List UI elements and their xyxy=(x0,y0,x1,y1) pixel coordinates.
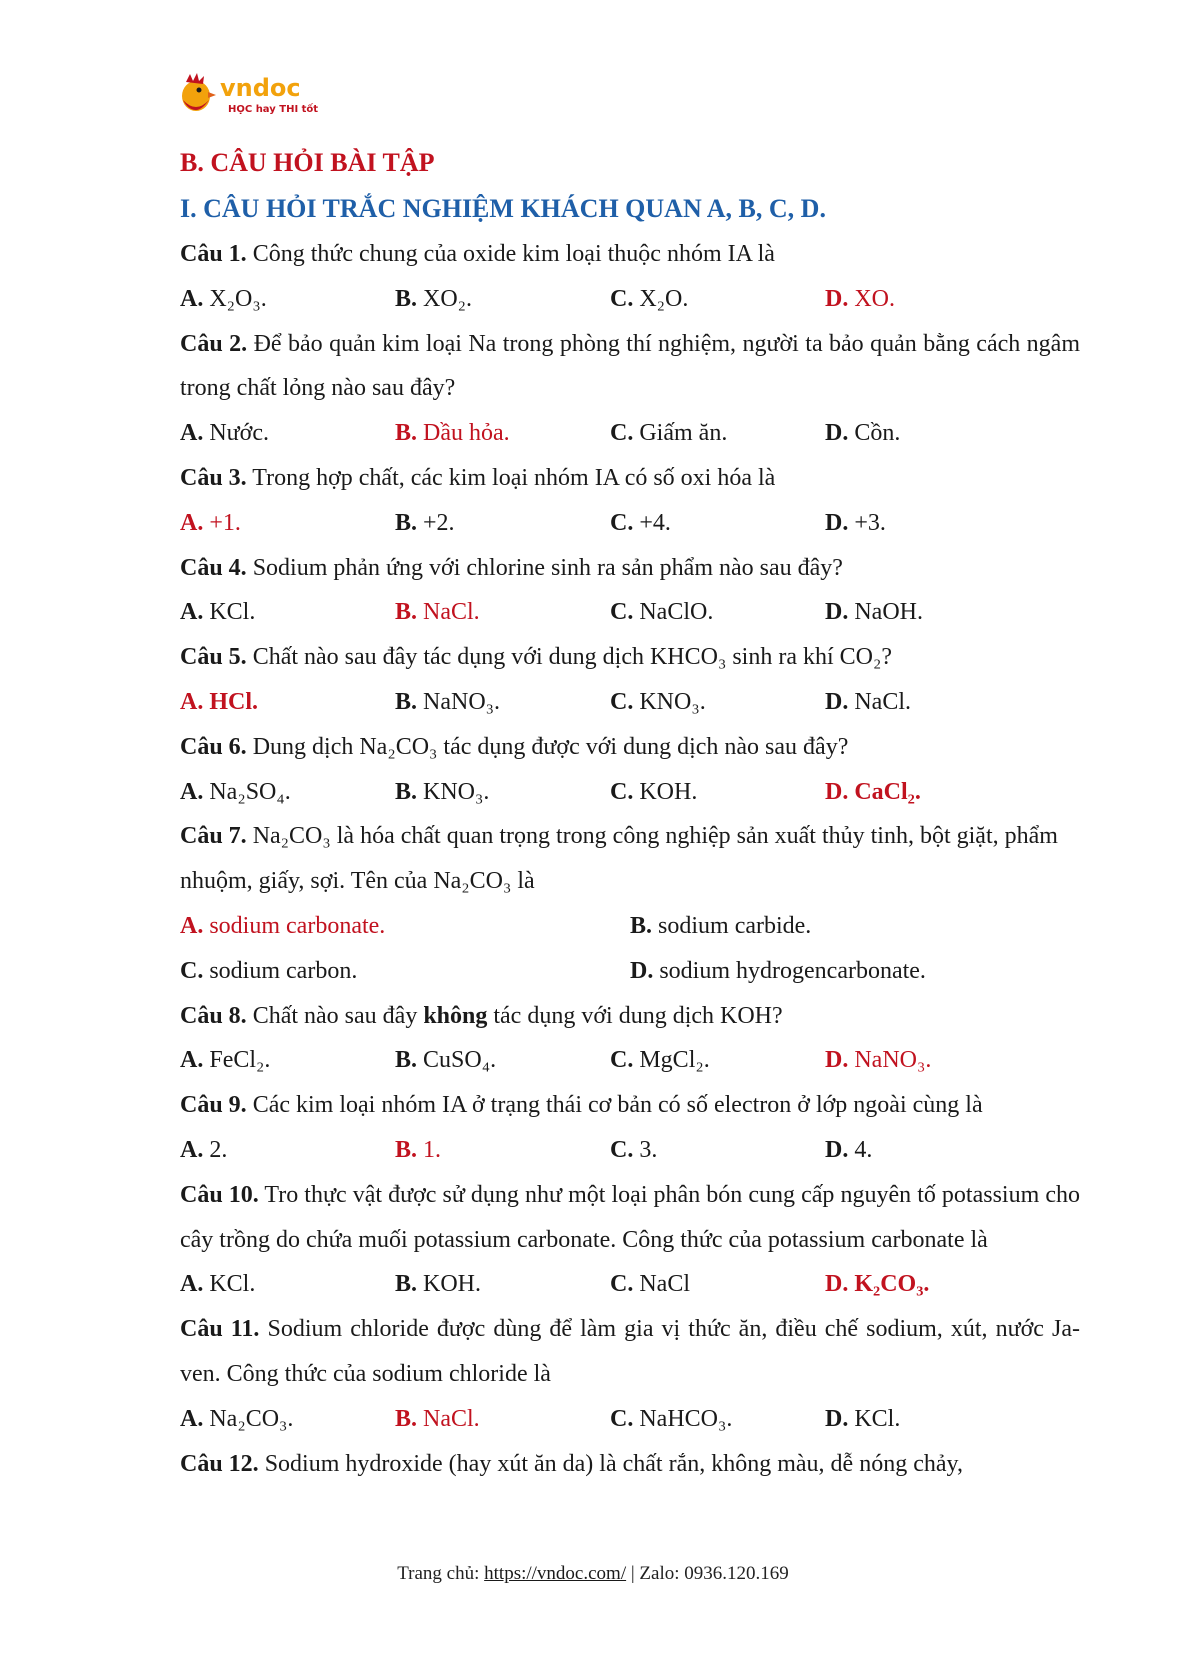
question-2 xyxy=(180,322,1080,412)
logo-brand: vndoc xyxy=(220,74,301,102)
options-q9 xyxy=(180,1128,1080,1173)
option-d-correct[interactable]: D. CaCl₂. xyxy=(825,778,921,805)
options-q6 xyxy=(180,770,1080,815)
rooster-icon xyxy=(178,70,338,120)
option-d[interactable]: D. Cồn. xyxy=(825,420,901,447)
option-d[interactable]: D. 4. xyxy=(825,1136,873,1163)
footer-separator: | xyxy=(630,1563,635,1584)
option-c[interactable]: C. +4. xyxy=(610,509,671,536)
option-b[interactable]: B. XO₂. xyxy=(395,285,473,312)
option-a[interactable]: A. Nước. xyxy=(180,420,270,447)
question-number: Câu 11. xyxy=(180,1316,260,1343)
question-number: Câu 4. xyxy=(180,554,247,581)
option-a[interactable]: A. X₂O₃. xyxy=(180,285,267,312)
option-b-correct[interactable]: B. NaCl. xyxy=(395,599,480,626)
page-footer xyxy=(0,1563,1186,1585)
options-q7-row2 xyxy=(180,949,1080,994)
homepage-link[interactable]: https://vndoc.com/ xyxy=(484,1563,627,1584)
option-b-correct[interactable]: B. Dầu hỏa. xyxy=(395,420,510,447)
option-c[interactable]: C. KNO₃. xyxy=(610,688,706,715)
option-a[interactable]: A. KCl. xyxy=(180,599,256,626)
question-text: Sodium chloride được dùng để làm gia vị thức ăn, điều chế sodium, xút, nước Ja-ven. Công thức của sodium chloride là xyxy=(180,1316,1080,1387)
option-b[interactable]: B. CuSO₄. xyxy=(395,1047,497,1074)
question-number: Câu 2. xyxy=(180,330,248,357)
option-c[interactable]: C. Giấm ăn. xyxy=(610,420,728,447)
option-d[interactable]: D. KCl. xyxy=(825,1405,901,1432)
options-q7-row1 xyxy=(180,904,1080,949)
question-text: Để bảo quản kim loại Na trong phòng thí nghiệm, người ta bảo quản bằng cách ngâm trong chất lỏng nào sau đây? xyxy=(180,330,1080,402)
option-a[interactable]: A. Na₂CO₃. xyxy=(180,1405,294,1432)
option-b[interactable]: B. NaNO₃. xyxy=(395,688,501,715)
subsection-heading: I. CÂU HỎI TRẮC NGHIỆM KHÁCH QUAN A, B, C, D. xyxy=(180,194,826,223)
question-12 xyxy=(180,1442,1080,1487)
option-d-correct[interactable]: D. NaNO₃. xyxy=(825,1047,932,1074)
option-c[interactable]: C. 3. xyxy=(610,1136,658,1163)
question-1 xyxy=(180,232,1080,277)
question-number: Câu 3. xyxy=(180,464,247,491)
question-emphasis: không xyxy=(423,1002,488,1029)
question-5 xyxy=(180,635,1080,680)
question-3 xyxy=(180,456,1080,501)
option-a-correct[interactable]: A. sodium carbonate. xyxy=(180,912,386,939)
footer-label: Trang chủ: xyxy=(397,1563,480,1584)
option-b[interactable]: B. KOH. xyxy=(395,1271,482,1298)
question-number: Câu 12. xyxy=(180,1450,259,1477)
question-number: Câu 8. xyxy=(180,1002,247,1029)
logo-tagline: HỌC hay THI tốt xyxy=(228,104,319,115)
options-q1 xyxy=(180,277,1080,322)
question-11 xyxy=(180,1307,1080,1397)
option-c[interactable]: C. NaHCO₃. xyxy=(610,1405,733,1432)
question-text: Tro thực vật được sử dụng như một loại phân bón cung cấp nguyên tố potassium cho cây trồng do chứa muối potassium carbonate. Công thức của potassium carbonate là xyxy=(180,1181,1080,1253)
options-q4 xyxy=(180,590,1080,635)
options-q3 xyxy=(180,501,1080,546)
question-text: Sodium phản ứng với chlorine sinh ra sản phẩm nào sau đây? xyxy=(252,554,843,581)
option-a[interactable]: A. Na₂SO₄. xyxy=(180,778,291,805)
option-a[interactable]: A. 2. xyxy=(180,1136,228,1163)
options-q8 xyxy=(180,1038,1080,1083)
options-q10 xyxy=(180,1262,1080,1307)
option-a[interactable]: A. KCl. xyxy=(180,1271,256,1298)
option-c[interactable]: C. sodium carbon. xyxy=(180,957,358,984)
question-text: Na₂CO₃ là hóa chất quan trọng trong công nghiệp sản xuất thủy tinh, bột giặt, phẩm nhuộm, giấy, sợi. Tên của Na₂CO₃ là xyxy=(180,823,1058,895)
option-b[interactable]: B. sodium carbide. xyxy=(630,912,812,939)
question-number: Câu 5. xyxy=(180,644,247,671)
option-b[interactable]: B. +2. xyxy=(395,509,455,536)
question-text: Sodium hydroxide (hay xút ăn da) là chất rắn, không màu, dễ nóng chảy, xyxy=(264,1450,963,1477)
question-text-after: tác dụng với dung dịch KOH? xyxy=(493,1002,783,1029)
question-7 xyxy=(180,814,1080,904)
option-d[interactable]: D. NaOH. xyxy=(825,599,923,626)
option-d[interactable]: D. NaCl. xyxy=(825,688,912,715)
option-a[interactable]: A. FeCl₂. xyxy=(180,1047,271,1074)
section-heading: B. CÂU HỎI BÀI TẬP xyxy=(180,148,435,177)
question-number: Câu 10. xyxy=(180,1181,259,1208)
question-text: Công thức chung của oxide kim loại thuộc nhóm IA là xyxy=(252,241,775,267)
question-4 xyxy=(180,546,1080,591)
question-number: Câu 6. xyxy=(180,733,247,760)
option-c[interactable]: C. MgCl₂. xyxy=(610,1047,710,1074)
question-6 xyxy=(180,725,1080,770)
options-q11 xyxy=(180,1397,1080,1442)
question-10 xyxy=(180,1173,1080,1263)
option-d[interactable]: D. +3. xyxy=(825,509,886,536)
options-q5 xyxy=(180,680,1080,725)
option-b-correct[interactable]: B. NaCl. xyxy=(395,1405,480,1432)
option-c[interactable]: C. X₂O. xyxy=(610,285,689,312)
question-number: Câu 9. xyxy=(180,1092,247,1119)
question-number: Câu 7. xyxy=(180,823,247,850)
option-a-correct[interactable]: A. +1. xyxy=(180,509,241,536)
question-text: Trong hợp chất, các kim loại nhóm IA có số oxi hóa là xyxy=(252,464,776,491)
option-b[interactable]: B. KNO₃. xyxy=(395,778,490,805)
option-c[interactable]: C. NaCl xyxy=(610,1271,691,1298)
question-text: Chất nào sau đây xyxy=(252,1002,418,1029)
exercise-page xyxy=(180,140,1080,1486)
footer-zalo: Zalo: 0936.120.169 xyxy=(639,1563,789,1584)
question-text: Dung dịch Na₂CO₃ tác dụng được với dung dịch nào sau đây? xyxy=(252,733,849,760)
question-text: Chất nào sau đây tác dụng với dung dịch KHCO₃ sinh ra khí CO₂? xyxy=(252,644,893,671)
option-a-correct[interactable]: A. HCl. xyxy=(180,688,259,715)
option-c[interactable]: C. KOH. xyxy=(610,778,698,805)
option-d-correct[interactable]: D. K₂CO₃. xyxy=(825,1271,930,1298)
option-d-correct[interactable]: D. XO. xyxy=(825,285,896,312)
question-9 xyxy=(180,1083,1080,1128)
option-c[interactable]: C. NaClO. xyxy=(610,599,714,626)
question-8 xyxy=(180,994,1080,1039)
options-q2 xyxy=(180,411,1080,456)
option-d[interactable]: D. sodium hydrogencarbonate. xyxy=(630,957,926,984)
vndoc-logo[interactable] xyxy=(178,70,338,120)
question-text: Các kim loại nhóm IA ở trạng thái cơ bản có số electron ở lớp ngoài cùng là xyxy=(252,1092,983,1119)
option-b-correct[interactable]: B. 1. xyxy=(395,1136,442,1163)
question-number: Câu 1. xyxy=(180,241,247,267)
